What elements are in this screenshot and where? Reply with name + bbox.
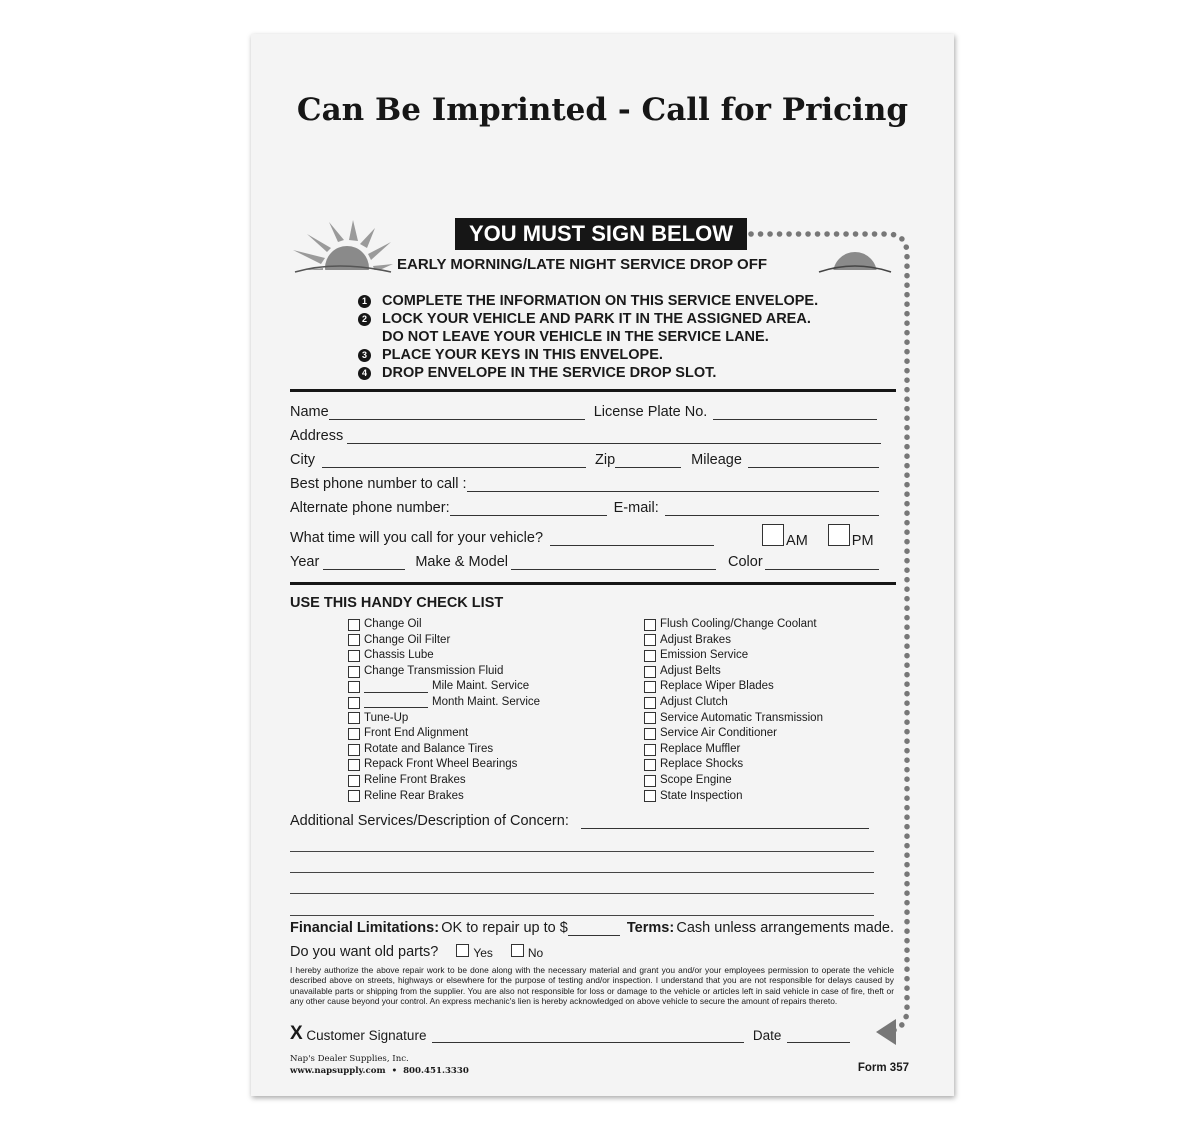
address-row [290, 428, 882, 444]
am-checkbox[interactable] [762, 524, 784, 546]
checklist-item[interactable] [348, 648, 540, 664]
name-field[interactable] [329, 405, 585, 420]
step-2: 2 LOCK YOUR VEHICLE AND PARK IT IN THE ASSIGNED AREA. [358, 310, 818, 328]
description-line[interactable] [290, 871, 874, 873]
alt-phone-label: Alternate phone number: [290, 500, 450, 516]
sunset-icon [817, 246, 893, 276]
checkbox[interactable] [644, 744, 656, 756]
financial-row [290, 920, 894, 936]
checkbox[interactable] [348, 681, 360, 693]
alt-phone-field[interactable] [450, 501, 607, 516]
am-label: AM [786, 533, 808, 549]
checklist-item-label: Change Transmission Fluid [364, 664, 504, 677]
instruction-steps [358, 292, 818, 382]
checkbox[interactable] [348, 650, 360, 662]
checklist-item-label: Change Oil Filter [364, 633, 451, 646]
city-field[interactable] [322, 453, 586, 468]
checklist-item-label: Scope Engine [660, 773, 732, 786]
checklist-item-label: Replace Shocks [660, 758, 744, 771]
blank-field[interactable] [364, 682, 428, 693]
signature-row [290, 1025, 850, 1043]
company-phone: 800.451.3330 [403, 1066, 469, 1076]
company-website: www.napsupply.com [290, 1066, 386, 1076]
license-plate-field[interactable] [713, 405, 877, 420]
checkbox[interactable] [348, 666, 360, 678]
checkbox[interactable] [644, 775, 656, 787]
footer-company-info [290, 1053, 469, 1077]
checklist-item-label: Replace Muffler [660, 742, 741, 755]
checkbox[interactable] [644, 712, 656, 724]
checklist-item-label: Adjust Belts [660, 664, 721, 677]
name-row [290, 404, 882, 420]
date-label: Date [752, 1028, 782, 1043]
checklist-item[interactable] [644, 773, 823, 789]
authorization-text: I hereby authorize the above repair work to be done along with the necessary material and grant you and/or your employees permission to operate the vehicle described above on streets, highways or elsewhere for the purpose of testing and/or inspection. I understand that you are not responsible for delays caused by unavailable parts or shipping from the supplier. You are also not responsible for loss or damage to the vehicle or articles left in said vehicle in case of fire, theft or any other cause beyond your control. An express mechanic's lien is hereby acknowledged on above vehicle to secure the amount of repairs thereto. [290, 965, 894, 1007]
vehicle-row [290, 554, 882, 570]
yes-label: Yes [473, 946, 493, 960]
checkbox[interactable] [348, 790, 360, 802]
checklist-right-column [644, 617, 823, 804]
checklist-item-label: Service Air Conditioner [660, 727, 777, 740]
subheading: EARLY MORNING/LATE NIGHT SERVICE DROP OFF [397, 256, 768, 273]
blank-field[interactable] [364, 697, 428, 708]
checklist-item[interactable] [644, 789, 823, 805]
checklist-item-label: Adjust Brakes [660, 633, 731, 646]
checklist-item[interactable] [348, 757, 540, 773]
checklist-item-label: Reline Rear Brakes [364, 789, 464, 802]
checklist-item-label: Adjust Clutch [660, 695, 728, 708]
step-number-icon: 1 [358, 295, 371, 308]
yes-checkbox[interactable] [456, 944, 469, 957]
pickup-time-field[interactable] [550, 531, 714, 546]
checkbox[interactable] [348, 697, 360, 709]
checklist-item-label: Repack Front Wheel Bearings [364, 758, 518, 771]
headline: Can Be Imprinted - Call for Pricing [296, 92, 909, 128]
checklist-item[interactable] [348, 726, 540, 742]
no-label: No [527, 946, 544, 960]
city-row [290, 452, 882, 468]
divider [290, 389, 896, 392]
signature-field[interactable] [432, 1028, 744, 1043]
zip-label: Zip [594, 452, 616, 468]
step-2-continued: DO NOT LEAVE YOUR VEHICLE IN THE SERVICE LANE. [382, 329, 769, 345]
make-model-label: Make & Model [415, 554, 508, 570]
checklist-item[interactable] [644, 633, 823, 649]
financial-amount-field[interactable] [568, 921, 620, 936]
service-envelope-form [251, 34, 954, 1096]
checklist-item-label: Chassis Lube [364, 649, 434, 662]
checkbox[interactable] [348, 728, 360, 740]
checklist-left-column [348, 617, 540, 804]
checkbox[interactable] [644, 666, 656, 678]
financial-text: OK to repair up to $ [441, 920, 568, 936]
checklist-item[interactable] [644, 742, 823, 758]
checklist-item[interactable] [644, 711, 823, 727]
address-label: Address [290, 428, 344, 444]
footer-bullet: • [391, 1066, 398, 1076]
pm-checkbox[interactable] [828, 524, 850, 546]
alt-phone-row [290, 500, 882, 516]
year-field[interactable] [323, 555, 405, 570]
sign-below-banner: YOU MUST SIGN BELOW [455, 218, 747, 250]
pickup-time-row [290, 524, 882, 549]
old-parts-question: Do you want old parts? [290, 944, 439, 960]
description-line[interactable] [290, 892, 874, 894]
checklist-item-label: Mile Maint. Service [432, 680, 530, 693]
checkbox[interactable] [644, 790, 656, 802]
checklist-item-label: State Inspection [660, 789, 743, 802]
checkbox[interactable] [644, 619, 656, 631]
checklist-item-label: Reline Front Brakes [364, 773, 466, 786]
city-label: City [290, 452, 315, 468]
step-number-icon: 2 [358, 313, 371, 326]
checklist-item[interactable] [348, 617, 540, 633]
checklist-item[interactable] [348, 633, 540, 649]
date-field[interactable] [787, 1028, 850, 1043]
checkbox[interactable] [644, 759, 656, 771]
checklist-item-label: Flush Cooling/Change Coolant [660, 618, 817, 630]
additional-services-label: Additional Services/Description of Concern: [290, 813, 569, 829]
mileage-field[interactable] [748, 453, 879, 468]
step-3: 3 PLACE YOUR KEYS IN THIS ENVELOPE. [358, 346, 818, 364]
email-field[interactable] [665, 501, 879, 516]
checkbox[interactable] [348, 759, 360, 771]
best-phone-row [290, 476, 882, 492]
zip-field[interactable] [615, 453, 681, 468]
arrow-left-icon [876, 1019, 896, 1045]
color-field[interactable] [765, 555, 879, 570]
checkbox[interactable] [644, 728, 656, 740]
checklist-item[interactable] [348, 773, 540, 789]
checklist-title: USE THIS HANDY CHECK LIST [290, 595, 504, 611]
divider [290, 582, 896, 585]
checkbox[interactable] [644, 697, 656, 709]
checklist-item-label: Tune-Up [364, 711, 409, 724]
checklist-item-label: Month Maint. Service [432, 695, 541, 708]
checklist-item[interactable] [644, 664, 823, 680]
checklist-item[interactable] [348, 679, 540, 695]
email-label: E-mail: [613, 500, 659, 516]
sunrise-icon [287, 220, 393, 282]
mileage-label: Mileage [691, 452, 742, 468]
checkbox[interactable] [348, 775, 360, 787]
make-model-field[interactable] [511, 555, 716, 570]
color-label: Color [728, 554, 763, 570]
checklist-item-label: Rotate and Balance Tires [364, 742, 494, 755]
checkbox[interactable] [644, 681, 656, 693]
checklist-item[interactable] [348, 742, 540, 758]
pickup-time-label: What time will you call for your vehicle? [290, 530, 544, 546]
checkbox[interactable] [644, 650, 656, 662]
checkbox[interactable] [348, 634, 360, 646]
step-1: 1 COMPLETE THE INFORMATION ON THIS SERVICE ENVELOPE. [358, 292, 818, 310]
best-phone-field[interactable] [467, 477, 879, 492]
year-label: Year [290, 554, 320, 570]
signature-label: Customer Signature [306, 1028, 427, 1043]
step-4: 4 DROP ENVELOPE IN THE SERVICE DROP SLOT. [358, 364, 818, 382]
checklist-item[interactable] [348, 711, 540, 727]
old-parts-row [290, 944, 882, 960]
terms-text: Cash unless arrangements made. [676, 920, 895, 936]
best-phone-label: Best phone number to call : [290, 476, 467, 492]
step-number-icon: 4 [358, 367, 371, 380]
terms-label: Terms: [626, 920, 675, 936]
additional-services-row [290, 813, 882, 829]
checklist-item[interactable] [644, 695, 823, 711]
signature-x-mark: X [290, 1023, 303, 1044]
checklist-item[interactable] [348, 664, 540, 680]
financial-label: Financial Limitations: [290, 920, 440, 936]
checklist-item-label: Replace Wiper Blades [660, 680, 774, 693]
step-number-icon: 3 [358, 349, 371, 362]
checklist-item[interactable] [644, 726, 823, 742]
checklist-item-label: Change Oil [364, 618, 422, 630]
company-name: Nap's Dealer Supplies, Inc. [290, 1054, 409, 1064]
checklist-item-label: Service Automatic Transmission [660, 711, 823, 724]
checklist-item[interactable] [348, 789, 540, 805]
description-line[interactable] [290, 914, 874, 916]
description-line[interactable] [290, 850, 874, 852]
license-plate-label: License Plate No. [593, 404, 708, 420]
name-label: Name [290, 404, 329, 420]
additional-services-field[interactable] [581, 814, 869, 829]
checklist-item[interactable] [644, 617, 823, 633]
no-checkbox[interactable] [511, 944, 524, 957]
checklist-item[interactable] [644, 757, 823, 773]
checkbox[interactable] [348, 712, 360, 724]
checklist-item[interactable] [348, 695, 540, 711]
checklist-item[interactable] [644, 679, 823, 695]
checklist-item-label: Front End Alignment [364, 727, 469, 740]
checklist-item-label: Emission Service [660, 649, 749, 662]
checkbox[interactable] [348, 744, 360, 756]
checkbox[interactable] [348, 619, 360, 631]
address-field[interactable] [347, 429, 881, 444]
checklist-item[interactable] [644, 648, 823, 664]
checkbox[interactable] [644, 634, 656, 646]
pm-label: PM [851, 533, 874, 549]
form-number: Form 357 [857, 1062, 909, 1074]
